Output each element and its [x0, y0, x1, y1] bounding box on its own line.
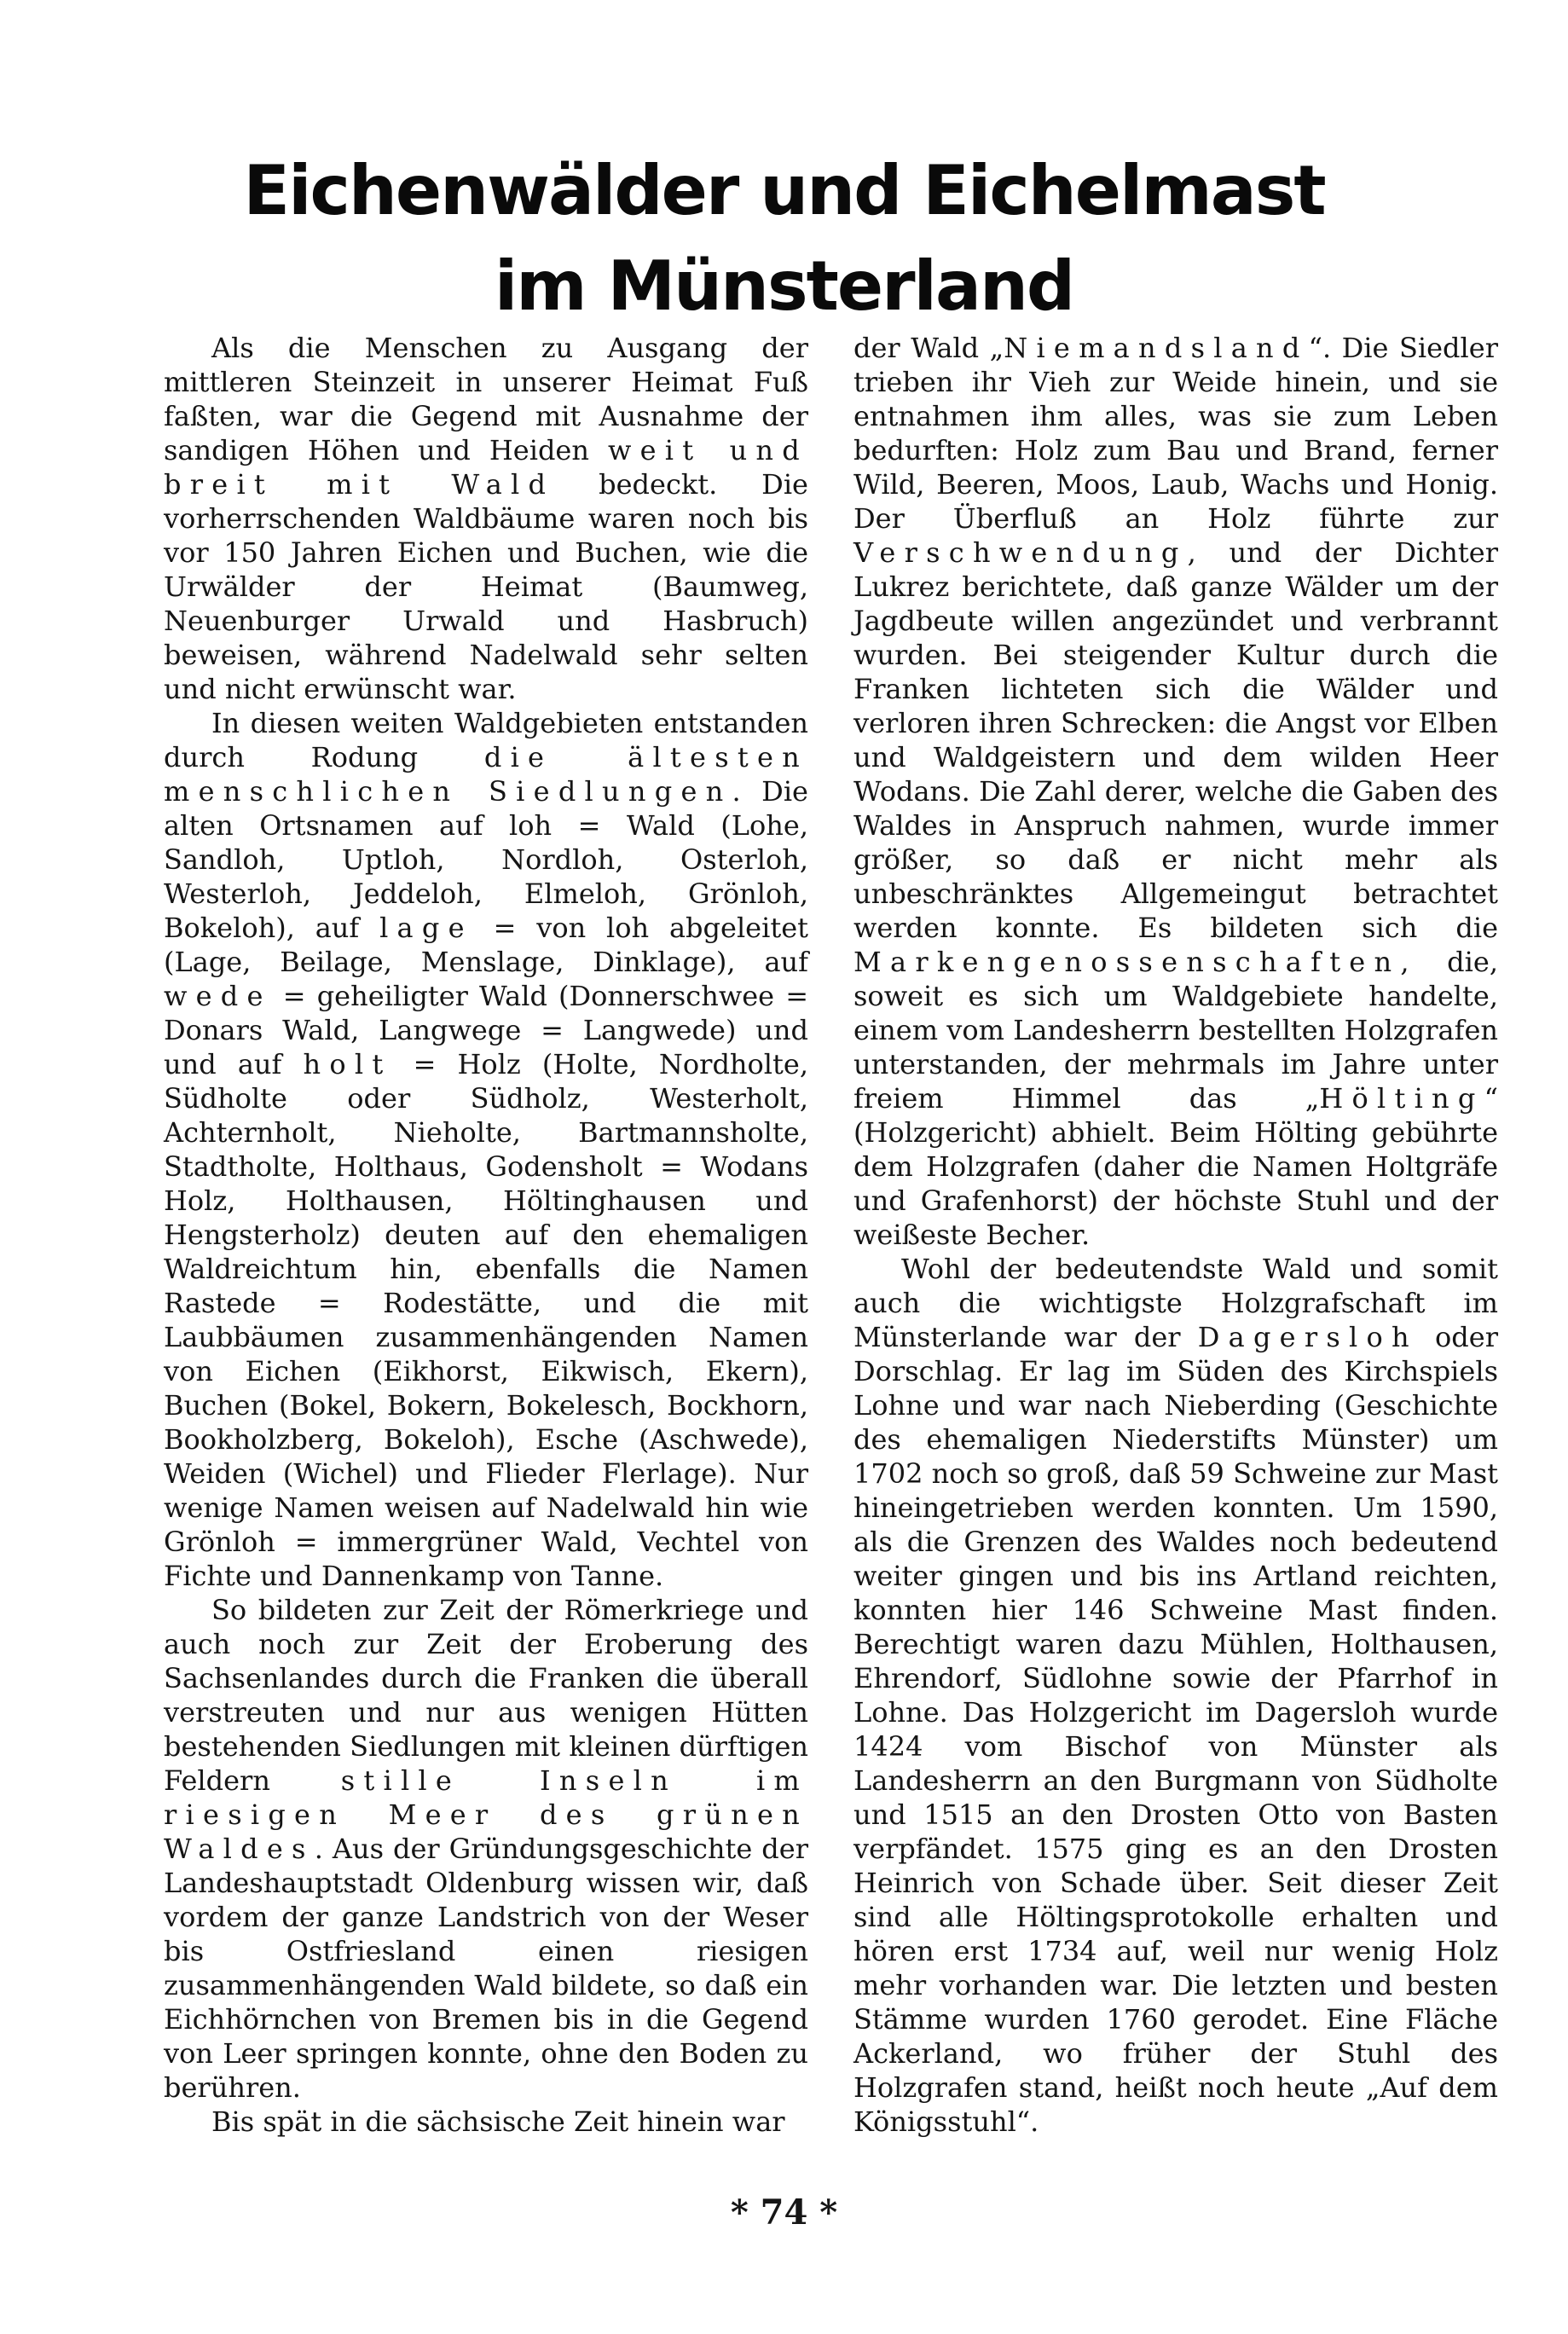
spaced-emphasis: wede [164, 980, 272, 1012]
paragraph [164, 331, 808, 706]
spaced-emphasis: weit und breit mit Wald [164, 434, 809, 501]
spaced-emphasis: Verschwendung [853, 536, 1188, 569]
text-run: = geheiligter Wald (Donnerschwee = Donars Wald, Langwege = Langwede) und und auf [164, 980, 808, 1080]
text-run: “ (Holzgericht) abhielt. Beim Hölting gebührte dem Holzgrafen (daher die Namen Holtgräfe und Grafenhorst) der höchste Stuhl und der weißeste Becher. [853, 1082, 1498, 1251]
text-run: In diesen weiten Waldgebieten entstanden durch Rodung [164, 707, 808, 773]
right-column [853, 331, 1498, 2139]
text-run: , und der Dichter Lukrez berichtete, daß ganze Wälder um der Jagdbeute willen angezündet und verbrannt wurden. Bei steigender Kultur durch die Franken lichteten sich die Wälder und verloren ihren Schrecken: die Angst vor Elben und Waldgeistern und dem wilden Heer Wodans. Die Zahl derer, welche die Gaben des Waldes in Anspruch nahmen, wurde immer größer, so daß er nicht mehr als unbeschränktes Allgemeingut betrachtet werden konnte. Es bildeten sich die [853, 536, 1498, 944]
spaced-emphasis: Hölting [1319, 1082, 1484, 1115]
text-run: Bis spät in die sächsische Zeit hinein war [211, 2105, 785, 2138]
text-run: So bildeten zur Zeit der Römerkriege und auch noch zur Zeit der Eroberung des Sachsenlandes durch die Franken die überall verstreuten und nur aus wenigen Hütten bestehenden Siedlungen mit kleinen dürftigen Feldern [164, 1594, 808, 1797]
text-run: “. Die Siedler trieben ihr Vieh zur Weide hinein, und sie entnahmen ihm alles, was sie zum Leben bedurften: Holz zum Bau und Brand, ferner Wild, Beeren, Moos, Laub, Wachs und Honig. Der Überfluß an Holz führte zur [853, 332, 1499, 535]
text-run: = Holz (Holte, Nordholte, Südholte oder Südholz, Westerholt, Achternholt, Nieholte, Bartmannsholte, Stadtholte, Holthaus, Godensholt = Wodans Holz, Holthausen, Höltinghausen und Hengsterholz) deuten auf den ehemaligen Waldreichtum hin, ebenfalls die Namen Rastede = Rodestätte, und die mit Laubbäumen zusammenhängenden Namen von Eichen (Eikhorst, Eikwisch, Ekern), Buchen (Bokel, Bokern, Bokelesch, Bockhorn, Bookholzberg, Bokeloh), Esche (Aschwede), Weiden (Wichel) und Flieder Flerlage). Nur wenige Namen weisen auf Nadelwald hin wie Grönloh = immergrüner Wald, Vechtel von Fichte und Dannenkamp von Tanne. [164, 1048, 809, 1592]
title-line-1: Eichenwälder und Eichelmast [243, 151, 1325, 230]
paragraph [164, 2105, 808, 2139]
text-run: bedeckt. Die vorherrschenden Waldbäume waren noch bis vor 150 Jahren Eichen und Buchen, wie die Urwälder der Heimat (Baumweg, Neuenburger Urwald und Hasbruch) beweisen, während Nadelwald sehr selten und nicht erwünscht war. [164, 468, 808, 705]
spaced-emphasis: Niemandsland [1004, 332, 1309, 364]
spaced-emphasis: holt [303, 1048, 392, 1080]
page-number: * 74 * [730, 2192, 838, 2233]
text-run: Als die Menschen zu Ausgang der mittleren Steinzeit in unserer Heimat Fuß faßten, war die Gegend mit Ausnahme der sandigen Höhen und Heiden [164, 332, 808, 466]
text-run: . Aus der Gründungsgeschichte der Landeshauptstadt Oldenburg wissen wir, daß vordem der ganze Landstrich von der Weser bis Ostfriesland einen riesigen zusammenhängenden Wald bildete, so daß ein Eichhörnchen von Bremen bis in die Gegend von Leer springen konnte, ohne den Boden zu berühren. [164, 1833, 808, 2104]
article-title [0, 143, 1568, 334]
paragraph [164, 706, 808, 1593]
text-run: oder Dorschlag. Er lag im Süden des Kirchspiels Lohne und war nach Nieberding (Geschichte des ehemaligen Niederstifts Münster) um 1702 noch so groß, daß 59 Schweine zur Mast hineingetrieben werden konnten. Um 1590, als die Grenzen des Waldes noch bedeutend weiter gingen und bis ins Artland reichten, konnten hier 146 Schweine Mast finden. Berechtigt waren dazu Mühlen, Holthausen, Ehrendorf, Südlohne sowie der Pfarrhof in Lohne. Das Holzgericht im Dagersloh wurde 1424 vom Bischof von Münster als Landesherrn an den Burgmann von Südholte und 1515 an den Drosten Otto von Basten verpfändet. 1575 ging es an den Drosten Heinrich von Schade über. Seit dieser Zeit sind alle Höltingsprotokolle erhalten und hören erst 1734 auf, weil nur wenig Holz mehr vorhanden war. Die letzten und besten Stämme wurden 1760 gerodet. Eine Fläche Ackerland, wo früher der Stuhl des Holzgrafen stand, heißt noch heute „Auf dem Königsstuhl“. [853, 1321, 1499, 2138]
text-run: . Die alten Ortsnamen auf loh = Wald (Lohe, Sandloh, Uptloh, Nordloh, Osterloh, Westerloh, Jeddeloh, Elmeloh, Grönloh, Bokeloh), auf [164, 775, 808, 944]
spaced-emphasis: die ältesten menschlichen Siedlungen [164, 741, 808, 808]
text-run: , die, soweit es sich um Waldgebiete handelte, einem vom Landesherrn bestellten Holzgrafen unterstanden, der mehrmals im Jahre unter freiem Himmel das „ [853, 946, 1498, 1115]
paragraph [853, 331, 1498, 1252]
paragraph [853, 1252, 1498, 2139]
left-column [164, 331, 808, 2139]
spaced-emphasis: Markengenossenschaften [853, 946, 1401, 978]
paragraph [164, 1593, 808, 2105]
text-run: der Wald „ [853, 332, 1004, 364]
text-run: = von loh abgeleitet (Lage, Beilage, Menslage, Dinklage), auf [164, 912, 808, 978]
spaced-emphasis: Dagersloh [1197, 1321, 1418, 1353]
text-run: Wohl der bedeutendste Wald und somit auch die wichtigste Holzgrafschaft im Münsterlande war der [853, 1253, 1498, 1353]
spaced-emphasis: lage [379, 912, 473, 944]
spaced-emphasis: stille Inseln im riesigen Meer des grünen Waldes [164, 1764, 808, 1865]
title-line-2: im Münsterland [494, 246, 1074, 326]
